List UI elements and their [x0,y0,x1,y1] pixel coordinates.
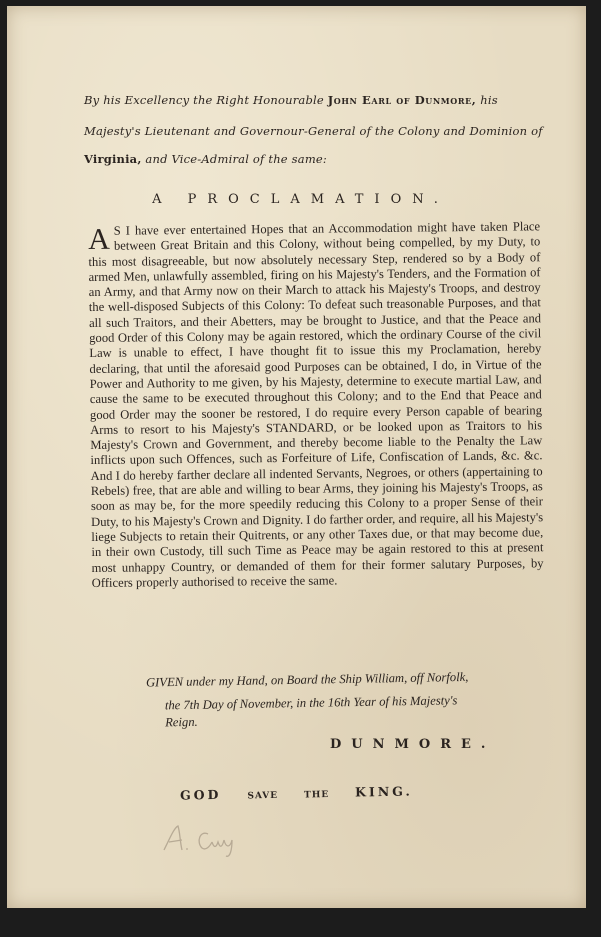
given-line-2: the 7th Day of November, in the 16th Year of his Majesty's [164,693,458,713]
heading-virginia: Virginia, [84,152,142,166]
closing-save: SAVE [247,790,279,802]
proclamation-body [88,219,544,591]
heading-line-2: Majesty's Lieutenant and Governour-General of the Colony and Dominion of [84,124,543,138]
given-line-1: GIVEN under my Hand, on Board the Ship William, off Norfolk, [145,669,469,690]
drop-cap: A [87,222,111,256]
body-text: S I have ever entertained Hopes that an Accommodation might have taken Place between Great Britain and this Colony, without being compelled, by my Duty, to this most disagreeable, but now absolutely necessary Step, rendered so by a Body of armed Men, unlawfully assembled, firing on his Majesty's Tenders, and the Formation of an Army, and that Army now on their March to attack his Majesty's Troops, and destroy the well-disposed Subjects of this Colony: To defeat such treasonable Purposes, and that all such Traitors, and their Abetters, may be brought to Justice, and that the Peace and good Order of this Colony may be again restored, which the ordinary Course of the civil Law is unable to effect, I have thought fit to issue this my Proclamation, hereby declaring, that until the aforesaid good Purposes can be obtained, I do, in Virtue of the Power and Authority to me given, by his Majesty, determine to execute martial Law, and cause the same to be executed throughout this Colony; and to the End that Peace and good Order may the sooner be restored, I do require every Person capable of bearing Arms to resort to his Majesty's STANDARD, or be looked upon as Traitors to his Majesty's Crown and Government, and thereby become liable to the Penalty the Law inflicts upon such Offences, such as Forfeiture of Life, Confiscation of Lands, &c. &c. And I do hereby farther declare all indented Servants, Negroes, or others (appertaining to Rebels) free, that are able and willing to bear Arms, they joining his Majesty's Troops, as soon as may be, for the more speedily reducing this Colony to a proper Sense of their Duty, to his Majesty's Crown and Dignity. I do farther order, and require, all his Majesty's liege Subjects to retain their Quitrents, or any other Taxes due, or that may become due, in their own Custody, till such Time as Peace may be again restored to this at present most unhappy Country, or demanded of them for their former salutary Purposes, by Officers properly authorised to receive the same. [88,219,544,590]
signer-name: DUNMORE. [330,737,496,752]
closing-god: GOD [179,786,222,803]
heading-suffix: his [476,93,498,107]
closing-the: THE [304,790,330,801]
heading-vice-admiral: and Vice-Admiral of the same: [141,152,327,166]
handwritten-signature-icon [160,818,260,858]
heading-name: John Earl of Dunmore, [327,93,477,107]
heading-line-3 [84,152,554,166]
closing-king: KING. [354,783,413,800]
heading-prefix: By his Excellency the Right Honourable [84,93,328,107]
proclamation-title: A PROCLAMATION. [152,192,449,207]
given-lines [165,691,551,732]
handwritten-annotation [160,818,260,858]
heading-line-1 [84,93,554,107]
given-line-3: Reign. [165,714,198,730]
